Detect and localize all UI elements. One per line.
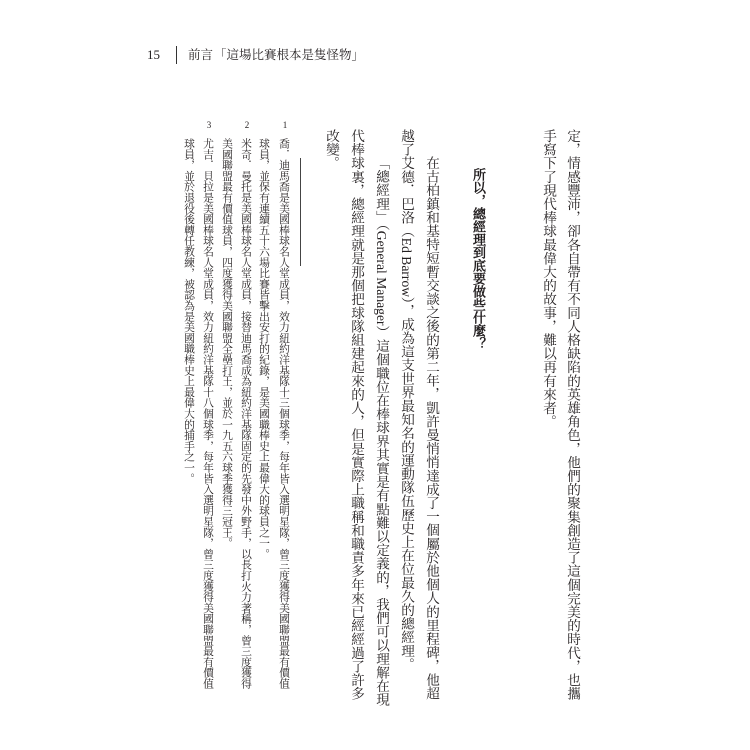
footnote-separator	[300, 158, 301, 266]
footnote-number: 3	[206, 120, 212, 130]
footnote-number: 2	[244, 120, 250, 130]
header-chapter-title: 「這場比賽根本是隻怪物」	[214, 48, 365, 62]
header-section: 前言	[188, 48, 214, 62]
body-line: 越了艾德．巴洛（Ed Barrow），成為這支世界最知名的運動隊伍歷史上在位最久的總經理。	[399, 129, 414, 672]
footnote-line: 球員，並保有連續五十六場比賽皆擊出安打的紀錄，是美國職棒史上最偉大的球員之一。	[258, 138, 270, 560]
body-line: 手寫下了現代棒球最偉大的故事，難以再有來者。	[541, 129, 556, 429]
footnote-number: 1	[282, 120, 288, 130]
section-heading: 所以，總經理到底要做些什麼？	[471, 168, 486, 350]
footnote-line: 美國聯盟最有價值球員，四度獲得美國聯盟全壘打王，並於一九五六球季獲得三冠王。	[221, 138, 233, 549]
body-line: 改變。	[324, 129, 339, 170]
body-line: 在古柏鎮和基特短暫交談之後的第二年，凱許曼悄悄達成了一個屬於他個人的里程碑，他超	[424, 156, 439, 700]
footnote-line: 米奇．曼托是美國棒球名人堂成員，接替迪馬喬成為紐約洋基隊固定的先發中外野手，以長打火力著稱，曾三度獲得	[240, 138, 252, 689]
header-divider	[176, 46, 177, 64]
body-line: 「總經理」（General Manager）這個職位在棒球界其實是有點難以定義的，我們可以理解在現	[374, 156, 389, 707]
body-line: 代棒球裏，總經理就是那個把球隊組建起來的人，但是實際上職稱和職責多年來已經經過了許多	[349, 129, 364, 701]
footnote-line: 喬．迪馬喬是美國棒球名人堂成員，效力紐約洋基隊十三個球季，每年皆入選明星隊，曾三度獲得美國聯盟最有價值	[278, 138, 290, 689]
footnote-line: 球員，並於退役後轉任教練，被認為是美國職棒史上最偉大的捕手之一。	[183, 138, 195, 484]
body-line: 定，情感豐沛，卻各自帶有不同人格缺陷的英雄角色，他們的聚集創造了這個完美的時代，也攜	[565, 129, 580, 701]
page-number: 15	[147, 47, 160, 62]
footnote-line: 尤吉．貝拉是美國棒球名人堂成員，效力紐約洋基隊十八個球季，每年皆入選明星隊，曾三度獲得美國聯盟最有價值	[202, 138, 214, 689]
